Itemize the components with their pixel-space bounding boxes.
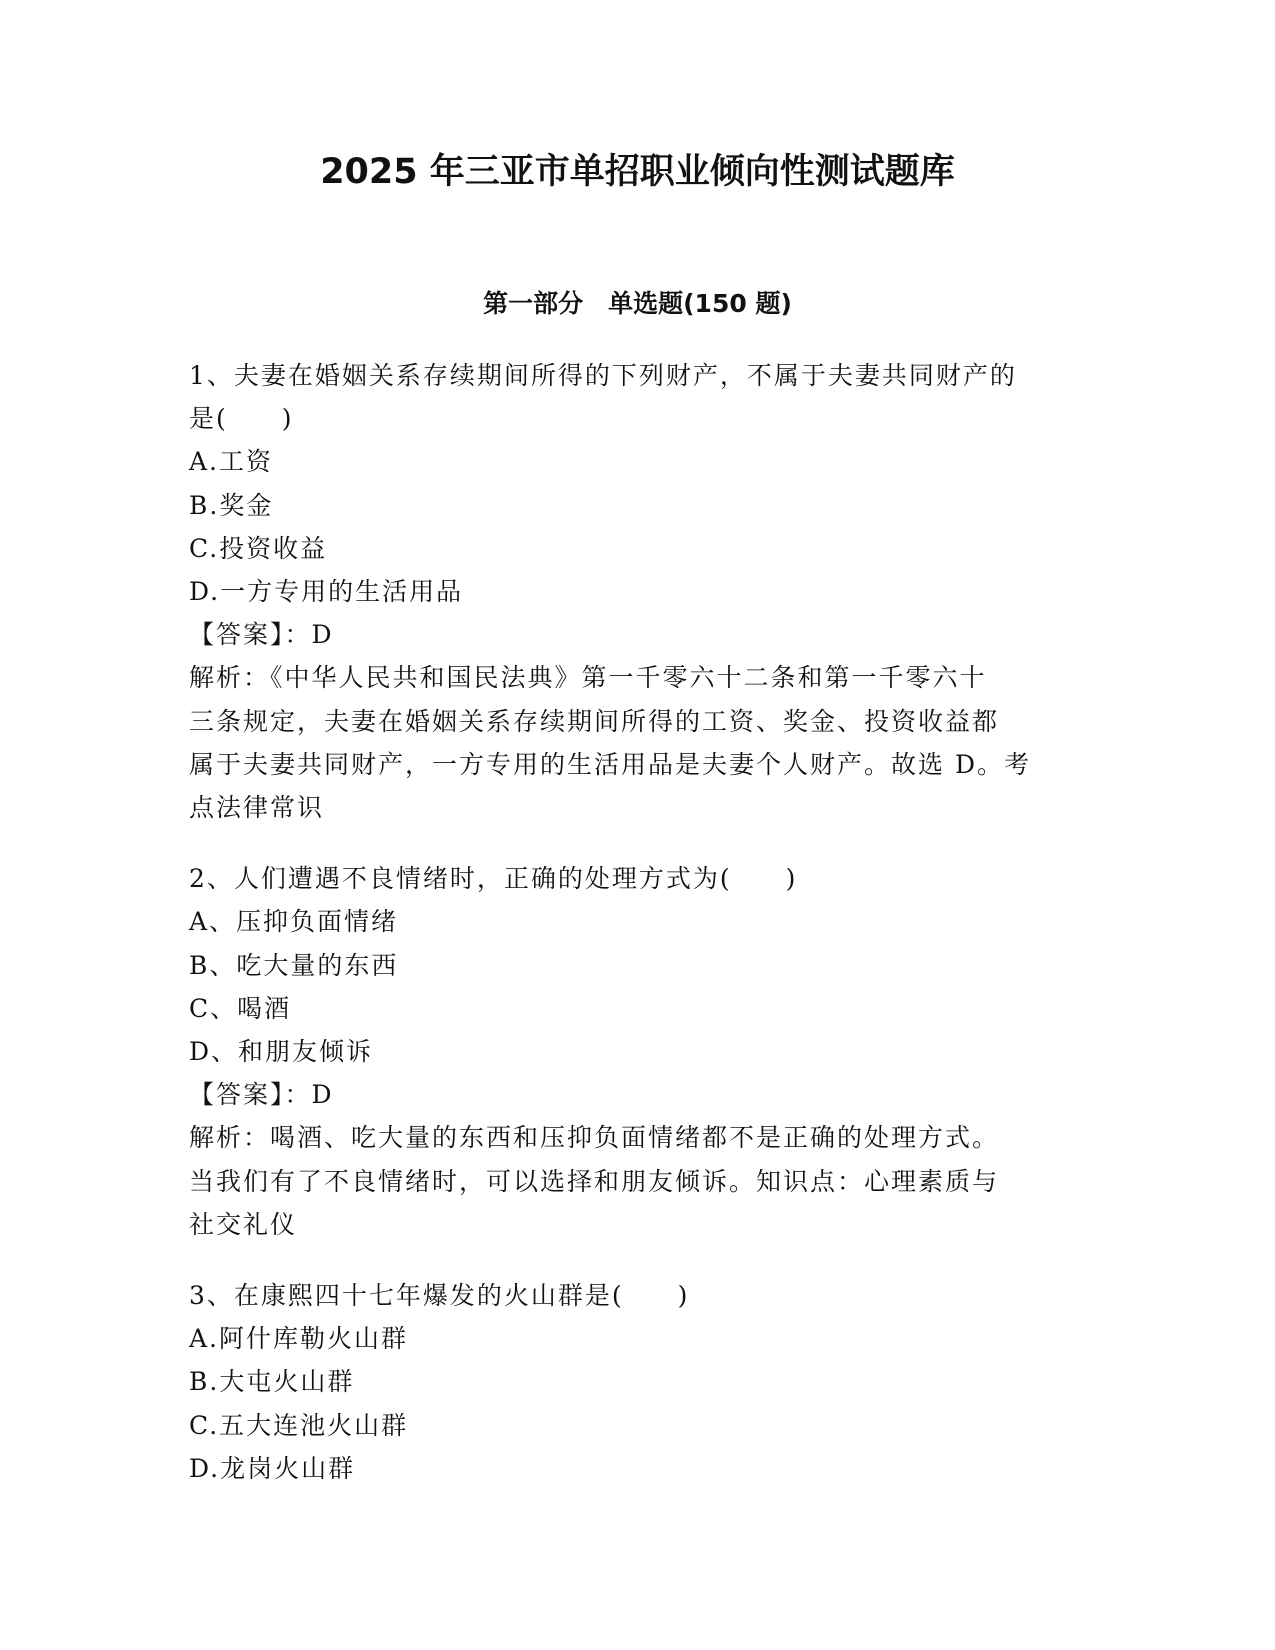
option-a: A、压抑负面情绪 [189, 907, 399, 937]
option-d: D.龙岗火山群 [189, 1453, 356, 1483]
option-d: D.一方专用的生活用品 [189, 577, 464, 607]
question-stem: 1、夫妻在婚姻关系存续期间所得的下列财产，不属于夫妻共同财产的 [189, 361, 1017, 390]
explanation-line: 解析：《中华人民共和国民法典》第一千零六十二条和第一千零六十 [189, 663, 987, 693]
explanation-line: 当我们有了不良情绪时，可以选择和朋友倾诉。知识点：心理素质与 [189, 1166, 1000, 1196]
explanation-line: 属于夫妻共同财产，一方专用的生活用品是夫妻个人财产。故选 D。考 [189, 749, 1031, 779]
question-stem: 3、在康熙四十七年爆发的火山群是( ) [189, 1281, 690, 1311]
question-stem: 2、人们遭遇不良情绪时，正确的处理方式为( ) [189, 864, 798, 894]
explanation-line: 三条规定，夫妻在婚姻关系存续期间所得的工资、奖金、投资收益都 [189, 706, 1000, 736]
explanation-line: 解析：喝酒、吃大量的东西和压抑负面情绪都不是正确的处理方式。 [189, 1123, 1000, 1153]
explanation-line: 社交礼仪 [189, 1209, 298, 1239]
section-title: 第一部分 单选题(150 题) [483, 289, 792, 318]
option-c: C.五大连池火山群 [189, 1410, 409, 1440]
question-3 [189, 1274, 1089, 1490]
option-b: B.大屯火山群 [189, 1367, 355, 1397]
option-a: A.阿什库勒火山群 [189, 1324, 409, 1354]
option-d: D、和朋友倾诉 [189, 1037, 374, 1067]
option-c: C.投资收益 [189, 533, 328, 563]
option-a: A.工资 [189, 447, 274, 477]
option-b: B.奖金 [189, 490, 274, 520]
question-2 [189, 857, 1089, 1246]
question-1 [189, 354, 1089, 829]
explanation-line: 点法律常识 [189, 793, 325, 823]
answer: 【答案】：D [189, 620, 334, 650]
question-stem: 是( ) [189, 404, 294, 434]
question-list [189, 354, 1089, 1518]
answer: 【答案】：D [189, 1080, 334, 1110]
document-title: 2025 年三亚市单招职业倾向性测试题库 [320, 152, 955, 192]
option-b: B、吃大量的东西 [189, 950, 399, 980]
option-c: C、喝酒 [189, 993, 292, 1023]
